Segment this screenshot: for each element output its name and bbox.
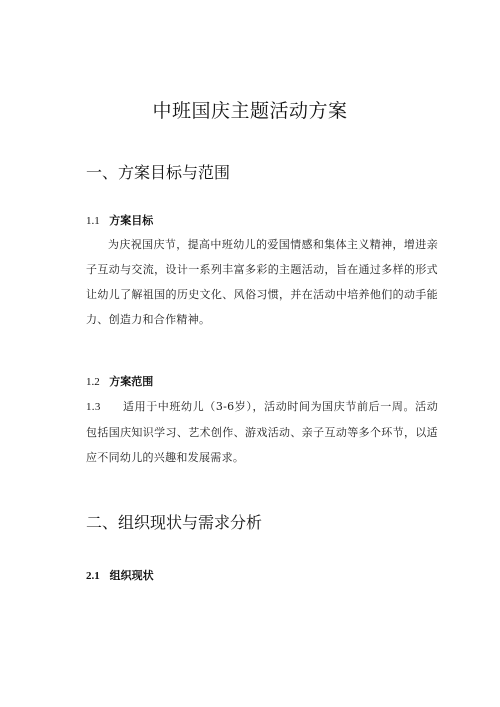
- subsection-number: 2.1: [86, 570, 100, 582]
- paragraph-objective: 为庆祝国庆节，提高中班幼儿的爱国情感和集体主义精神，增进亲子互动与交流，设计一系列丰富多彩的主题活动，旨在通过多样的形式让幼儿了解祖国的历史文化、风俗习惯，并在活动中培养他们的动手能力、创造力和合作精神。: [86, 238, 438, 326]
- subsection-heading-1-2: [86, 373, 153, 389]
- section-heading-1: 一、方案目标与范围: [86, 163, 231, 182]
- subsection-heading-1-1: [86, 212, 153, 228]
- subsection-number: 1.1: [86, 215, 100, 227]
- subsection-title: 方案范围: [109, 375, 154, 388]
- subsection-title: 组织现状: [109, 569, 154, 582]
- paragraph-scope: [86, 394, 438, 470]
- document-title: 中班国庆主题活动方案: [152, 100, 348, 122]
- section-heading-2: 二、组织现状与需求分析: [86, 513, 263, 532]
- paragraph-number: 1.3: [86, 401, 101, 413]
- paragraph-scope-text: 适用于中班幼儿（3-6岁），活动时间为国庆节前后一周。活动包括国庆知识学习、艺术创作、游戏活动、亲子互动等多个环节，以适应不同幼儿的兴趣和发展需求。: [86, 400, 438, 464]
- subsection-title: 方案目标: [109, 214, 154, 227]
- subsection-heading-2-1: [86, 567, 154, 583]
- subsection-number: 1.2: [86, 376, 100, 388]
